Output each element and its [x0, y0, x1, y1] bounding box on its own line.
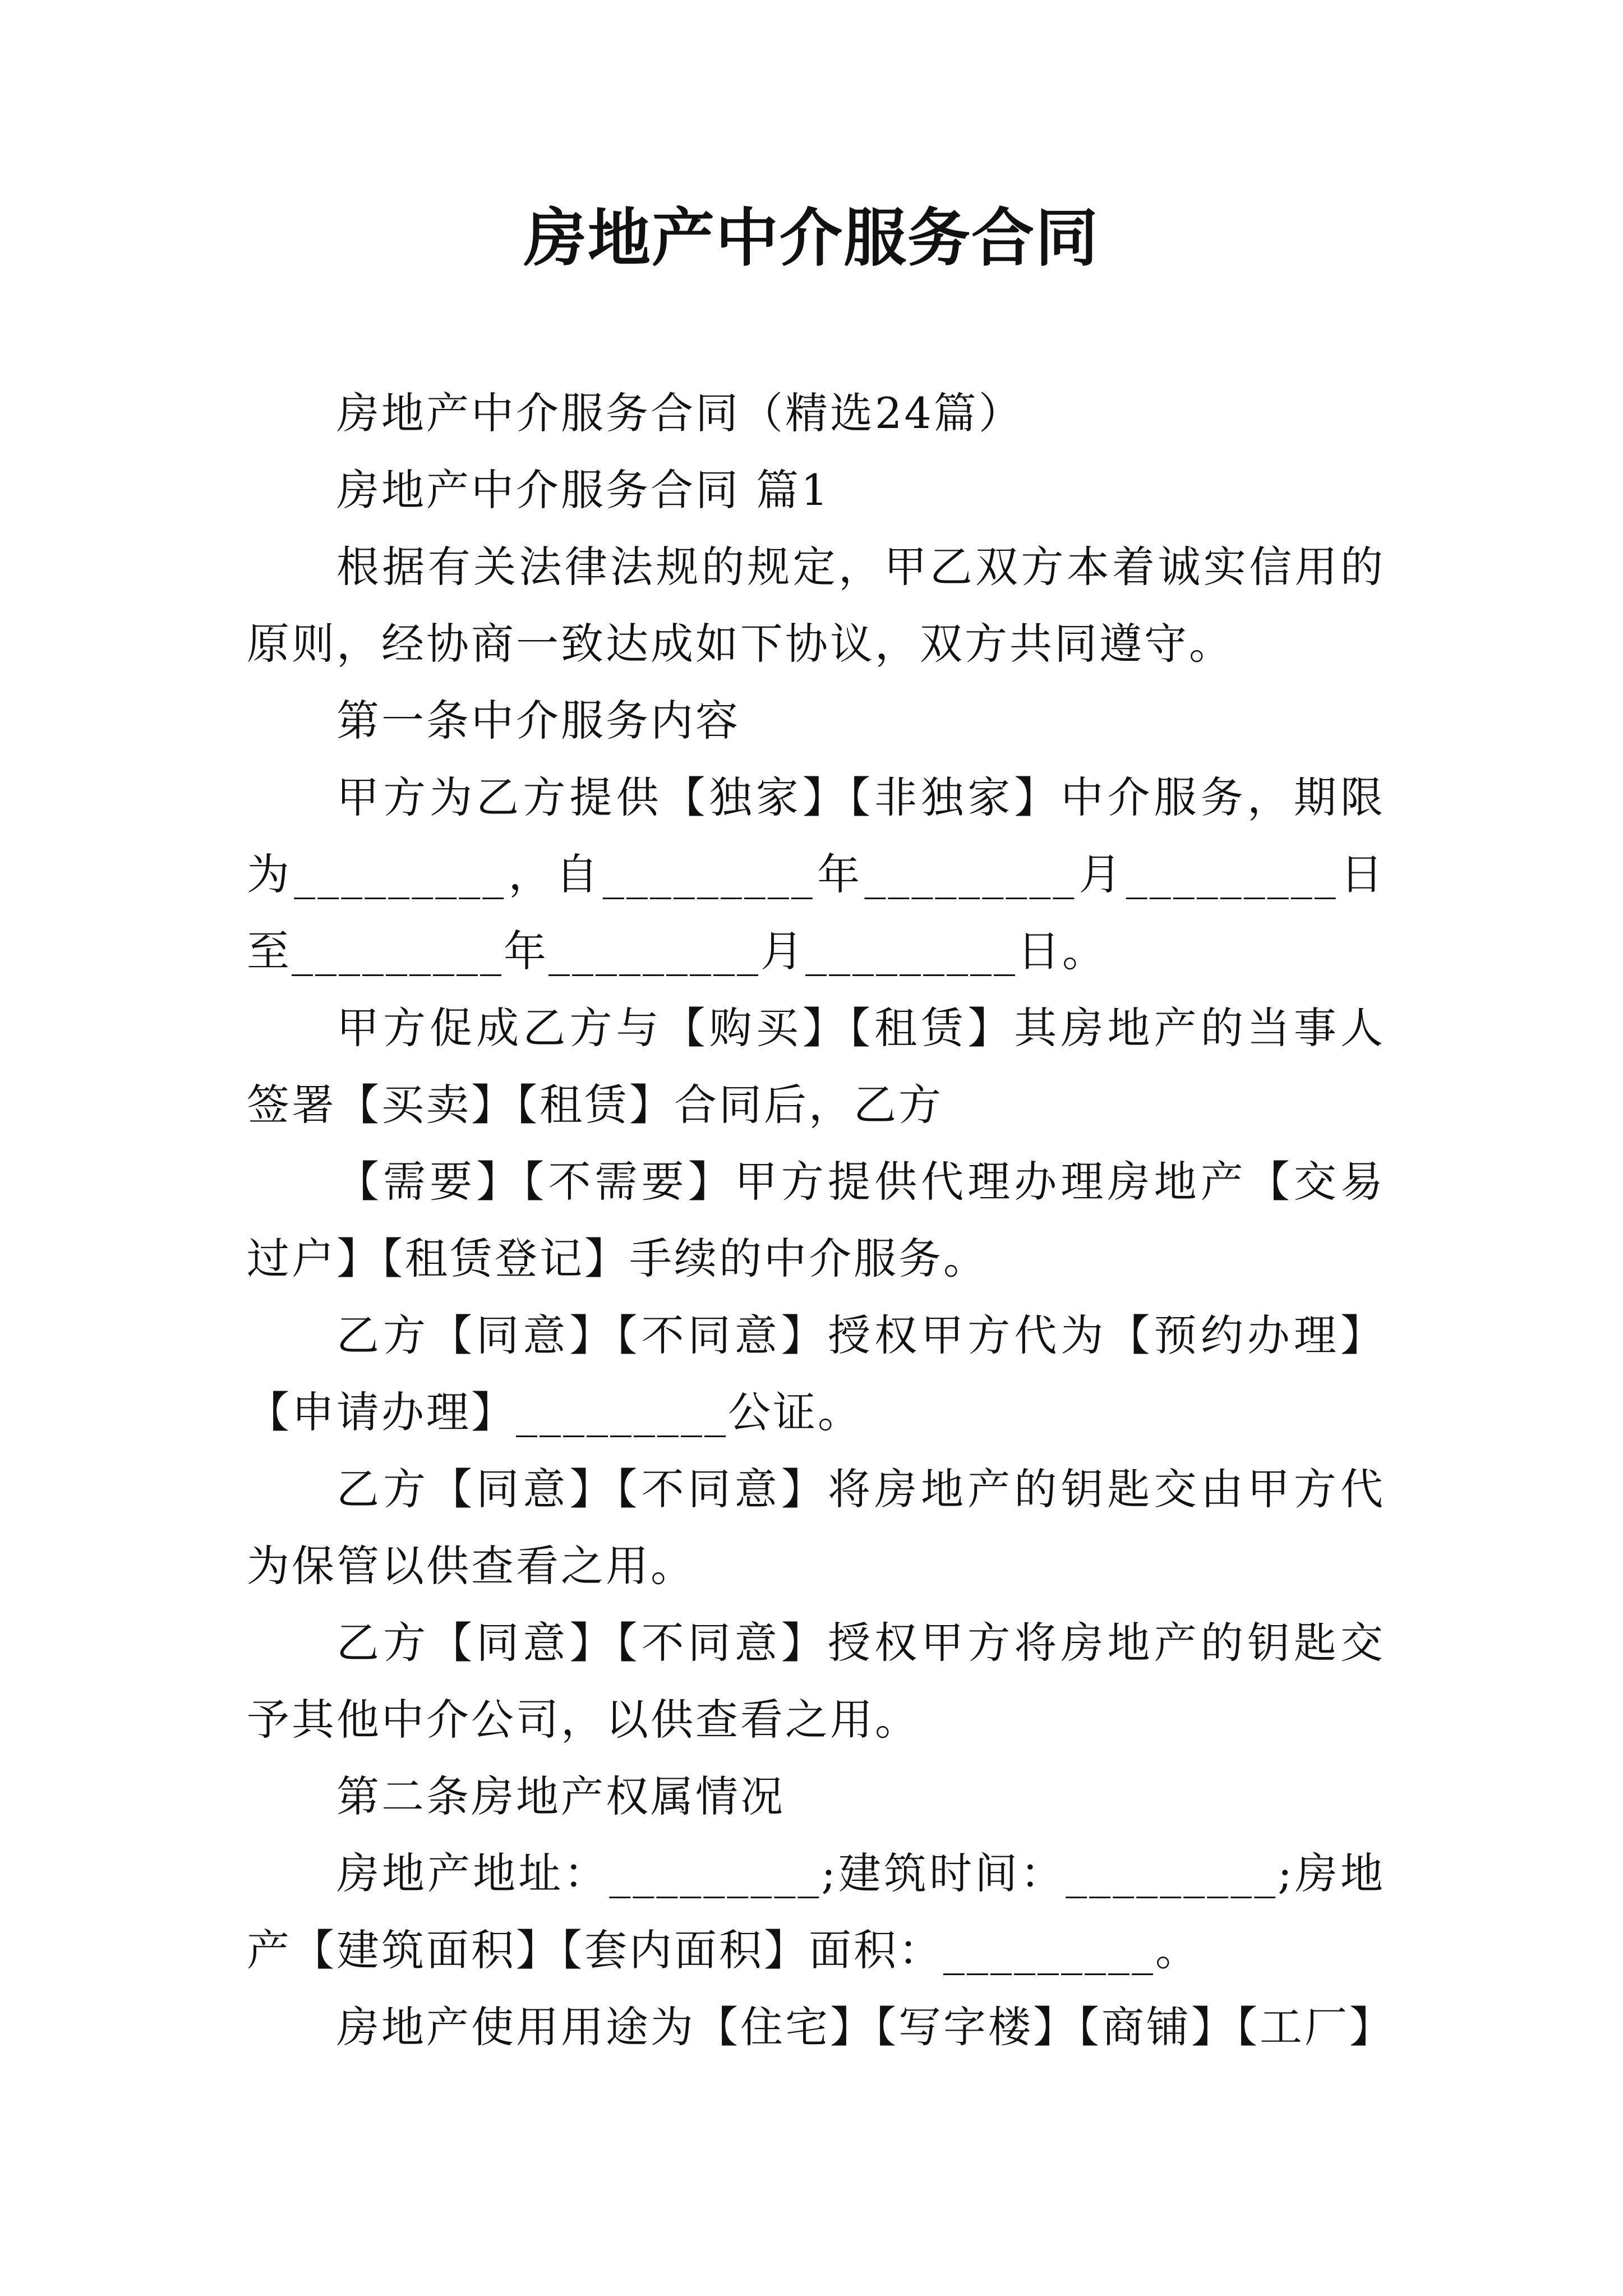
paragraph-notarization: 乙方【同意】【不同意】授权甲方代为【预约办理】【申请办理】_________公证。: [247, 1310, 1385, 1437]
paragraph-key-custody: 乙方【同意】【不同意】将房地产的钥匙交由甲方代为保管以供查看之用。: [247, 1464, 1385, 1591]
document-title: 房地产中介服务合同: [524, 201, 1099, 275]
paragraph-subtitle: 房地产中介服务合同（精选24篇）: [336, 388, 1023, 438]
document-body: [247, 375, 1394, 2065]
paragraph-service-term: 甲方为乙方提供【独家】【非独家】中介服务，期限为_________，自_________年_________月_________日至_________年_________月_________日。: [247, 772, 1385, 976]
paragraph-property-usage: 房地产使用用途为【住宅】【写字楼】【商铺】【工厂】: [336, 2002, 1394, 2052]
paragraph-section-heading: 房地产中介服务合同 篇1: [336, 465, 831, 515]
paragraph-article-1-heading: 第一条中介服务内容: [336, 696, 740, 746]
paragraph-property-info: 房地产地址：_________;建筑时间：_________;房地产【建筑面积】【套内面积】面积：_________。: [247, 1848, 1385, 1975]
paragraph-preamble: 根据有关法律法规的规定，甲乙双方本着诚实信用的原则，经协商一致达成如下协议，双方共同遵守。: [247, 542, 1385, 669]
paragraph-article-2-heading: 第二条房地产权属情况: [336, 1772, 785, 1821]
paragraph-key-sharing: 乙方【同意】【不同意】授权甲方将房地产的钥匙交予其他中介公司，以供查看之用。: [247, 1618, 1385, 1745]
paragraph-transfer-service: 【需要】【不需要】甲方提供代理办理房地产【交易过户】【租赁登记】手续的中介服务。: [247, 1157, 1385, 1283]
paragraph-contract-signing: 甲方促成乙方与【购买】【租赁】其房地产的当事人签署【买卖】【租赁】合同后，乙方: [247, 1003, 1385, 1130]
